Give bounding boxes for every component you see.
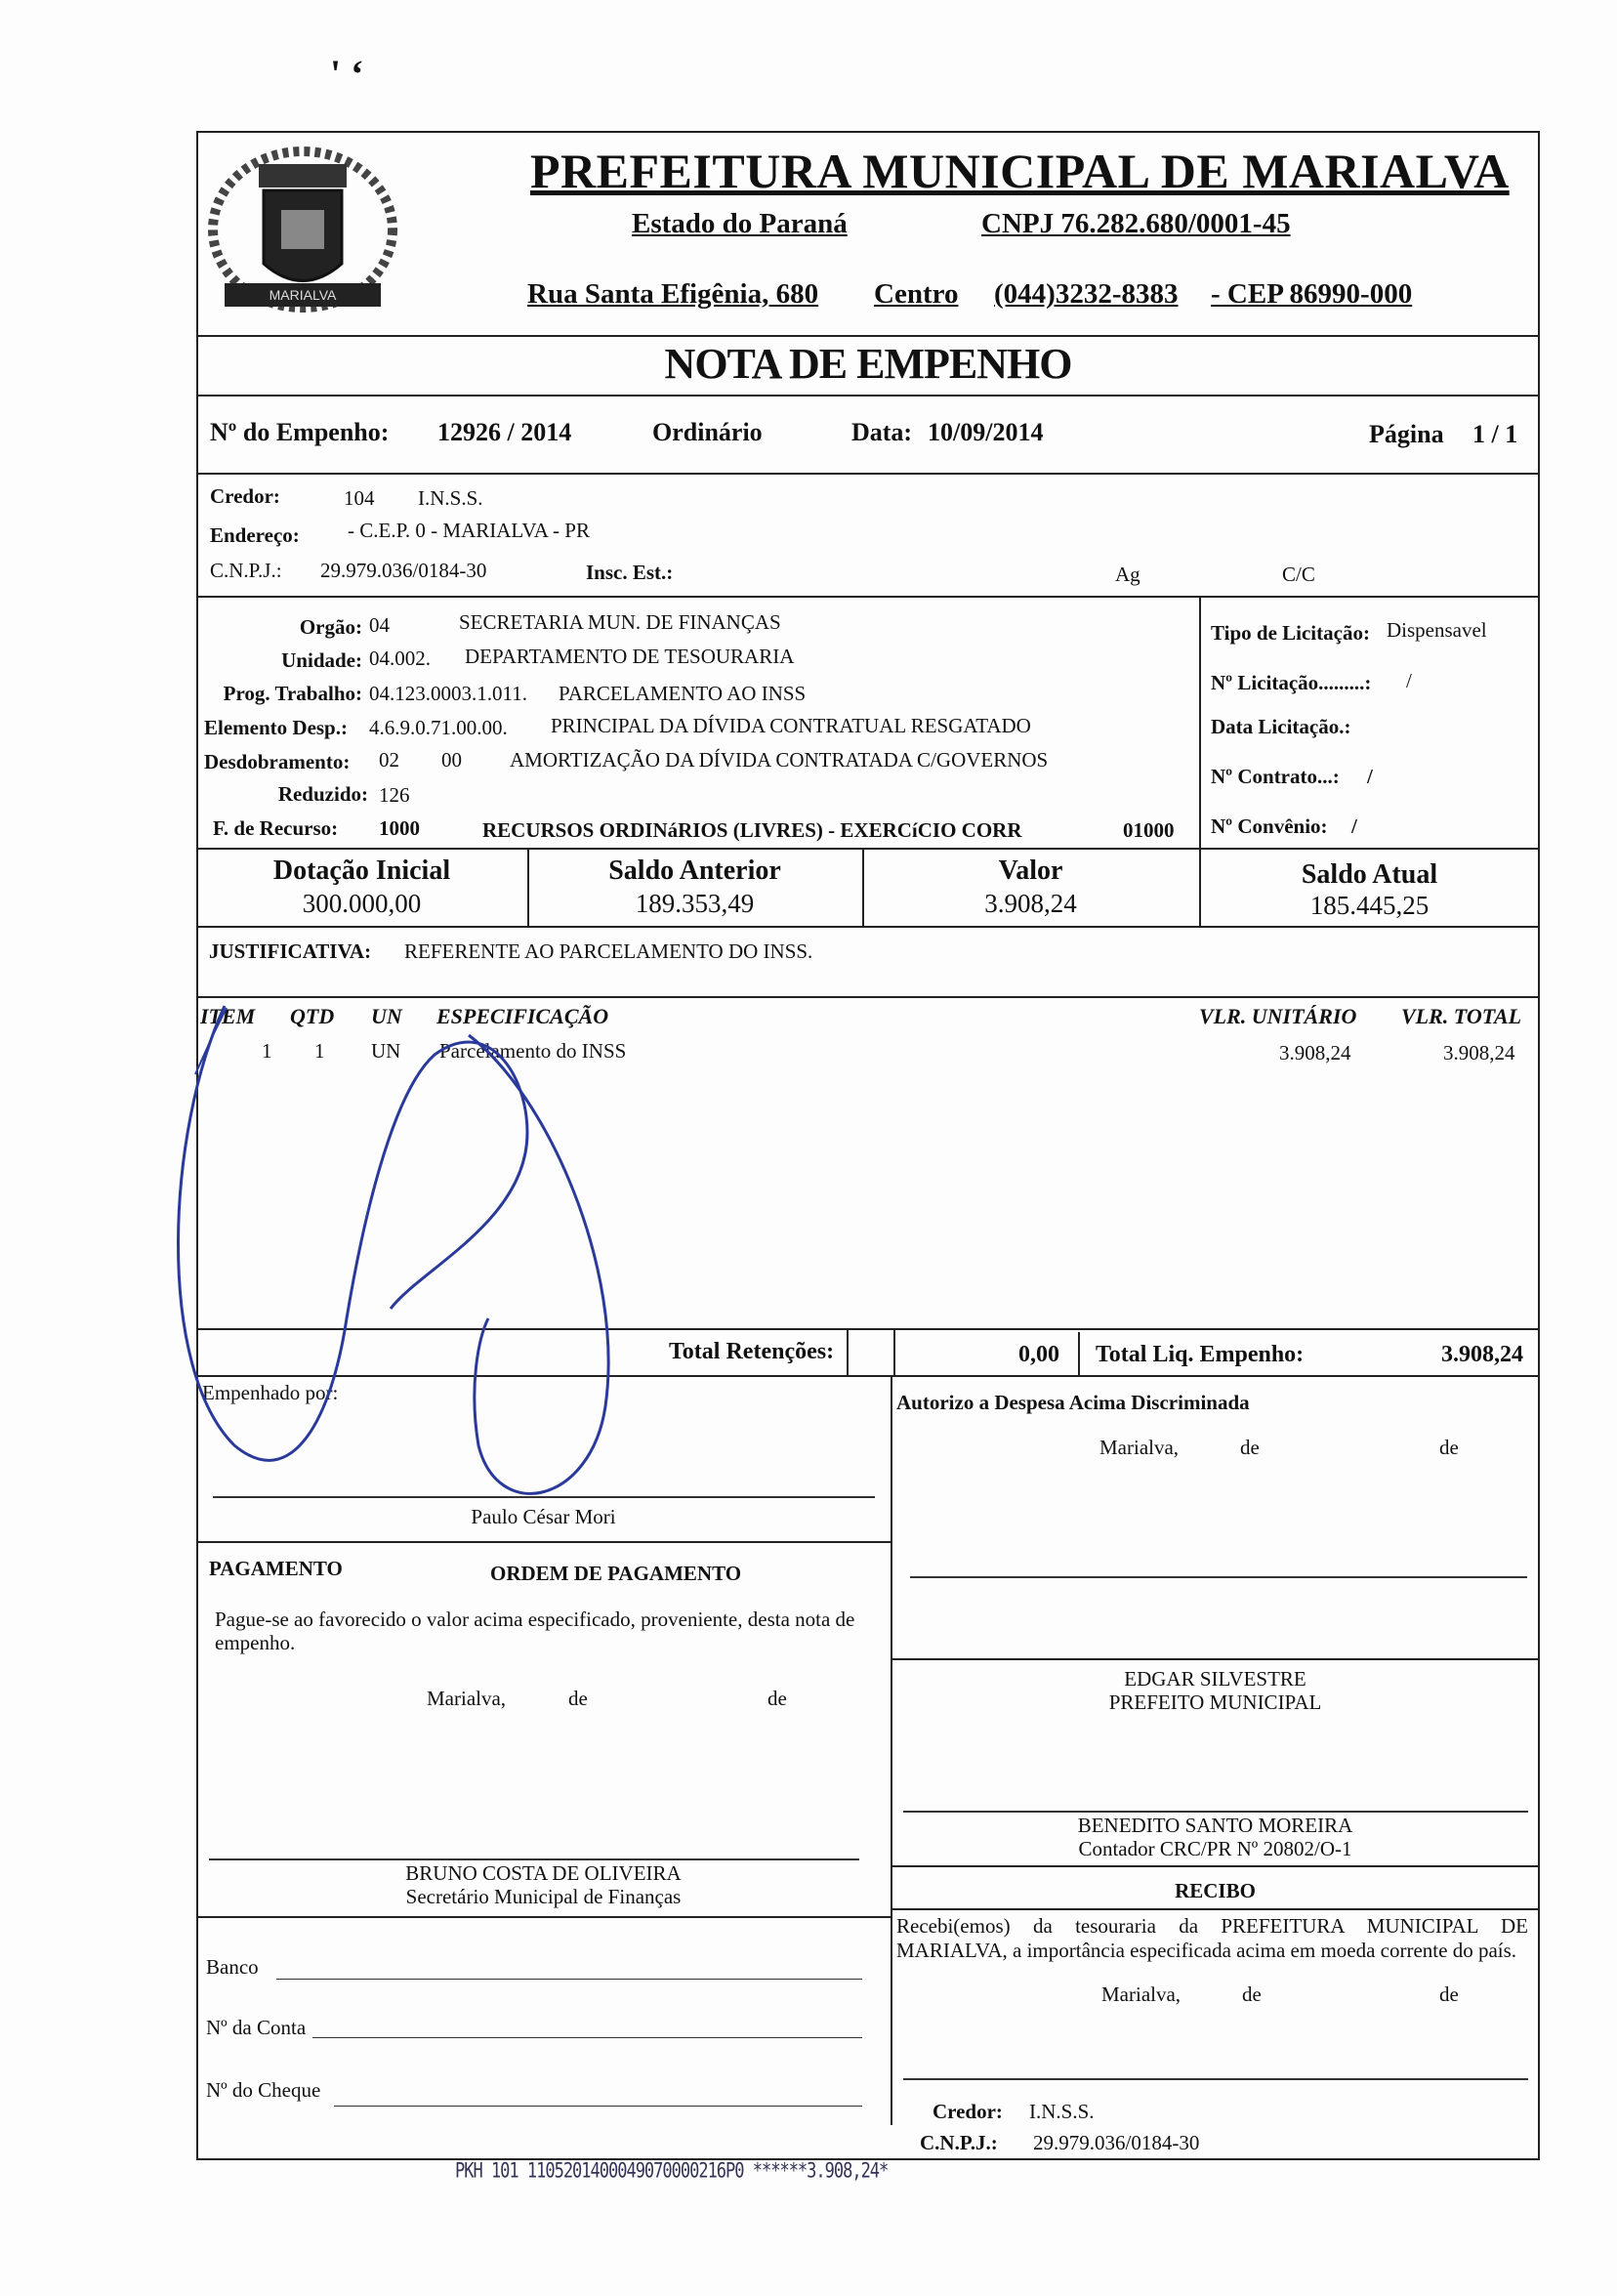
prefeito-role: PREFEITO MUNICIPAL — [1108, 1691, 1322, 1714]
total-liq-label: Total Liq. Empenho: — [1096, 1342, 1305, 1367]
col-header-qtd: QTD — [290, 1004, 335, 1028]
saldo-atual-label: Saldo Atual — [1301, 859, 1438, 890]
recibo-text: Recebi(emos) da tesouraria da PREFEITURA MUNICIPAL DE MARIALVA, a importância especificada acima em moeda corrente do país. — [896, 1914, 1528, 1962]
total-retencoes-label: Total Retenções: — [669, 1339, 835, 1364]
saldo-atual-value: 185.445,25 — [1309, 891, 1430, 920]
page-label: Página — [1369, 420, 1444, 448]
elemento-code: 4.6.9.0.71.00.00. — [369, 716, 508, 739]
convenio-label: Nº Convênio: — [1211, 814, 1328, 838]
contrato-value: / — [1367, 765, 1373, 788]
row-qtd: 1 — [314, 1039, 325, 1063]
page-number: 1 / 1 — [1472, 420, 1518, 448]
orgao-code: 04 — [369, 613, 390, 637]
valor-value: 3.908,24 — [984, 889, 1077, 918]
empenho-number: 12926 / 2014 — [437, 418, 572, 446]
recurso-code: 1000 — [379, 816, 420, 840]
justificativa-text: REFERENTE AO PARCELAMENTO DO INSS. — [404, 939, 813, 963]
row-un: UN — [371, 1039, 401, 1063]
row-vlr-total: 3.908,24 — [1443, 1041, 1515, 1065]
elemento-label: Elemento Desp.: — [204, 716, 348, 739]
credor-name: I.N.S.S. — [418, 486, 483, 510]
recibo-city: Marialva, — [1101, 1983, 1182, 2006]
desdobramento-name: AMORTIZAÇÃO DA DÍVIDA CONTRATADA C/GOVERNOS — [510, 748, 1049, 772]
header-title: PREFEITURA MUNICIPAL DE MARIALVA — [530, 144, 1510, 198]
data-licitacao-label: Data Licitação.: — [1211, 715, 1351, 738]
reduzido-label: Reduzido: — [277, 782, 368, 806]
empenhado-label: Empenhado por: — [202, 1381, 339, 1404]
recibo-cnpj-label: C.N.P.J.: — [920, 2131, 998, 2154]
row-item: 1 — [262, 1039, 272, 1063]
empenho-number-label: Nº do Empenho: — [210, 418, 390, 446]
total-retencoes-value: 0,00 — [1018, 1342, 1059, 1367]
orgao-name: SECRETARIA MUN. DE FINANÇAS — [459, 610, 781, 634]
header-district: Centro — [874, 278, 959, 310]
cnpj-value: 29.979.036/0184-30 — [320, 559, 487, 582]
unidade-label: Unidade: — [281, 648, 362, 672]
convenio-value: / — [1351, 814, 1357, 838]
header-cep: - CEP 86990-000 — [1211, 278, 1413, 310]
tipo-licitacao-value: Dispensavel — [1387, 618, 1487, 642]
banco-label: Banco — [206, 1955, 259, 1979]
recibo-de2: de — [1439, 1983, 1459, 2006]
saldo-anterior-label: Saldo Anterior — [608, 856, 781, 886]
col-header-vlr-total: VLR. TOTAL — [1401, 1004, 1522, 1028]
empenho-date: 10/09/2014 — [928, 418, 1044, 446]
tipo-licitacao-label: Tipo de Licitação: — [1211, 621, 1370, 645]
empenho-date-label: Data: — [851, 418, 913, 446]
conta-label: Nº da Conta — [206, 2016, 307, 2039]
recibo-label: RECIBO — [1175, 1879, 1256, 1902]
autorizo-de1: de — [1240, 1436, 1260, 1459]
col-header-item: ITEM — [200, 1004, 256, 1028]
orgao-label: Orgão: — [299, 615, 362, 639]
recurso-name: RECURSOS ORDINáRIOS (LIVRES) - EXERCíCIO CORR — [482, 818, 1022, 842]
recibo-credor-value: I.N.S.S. — [1029, 2100, 1095, 2123]
cheque-label: Nº do Cheque — [206, 2078, 321, 2102]
address-value: - C.E.P. 0 - MARIALVA - PR — [348, 519, 590, 542]
pagamento-city: Marialva, — [427, 1687, 507, 1710]
footer-code: PKH 101 1105201400049070000216P0 ******3.908,24* — [455, 2158, 889, 2184]
unidade-code: 04.002. — [369, 647, 431, 670]
recibo-de1: de — [1242, 1983, 1262, 2006]
scan-marks: ' ‘ — [330, 52, 364, 96]
reduzido-value: 126 — [379, 783, 410, 807]
row-especificacao: Parcelamento do INSS — [439, 1039, 627, 1063]
autorizo-de2: de — [1439, 1436, 1459, 1459]
prog-label: Prog. Trabalho: — [223, 682, 362, 705]
recibo-cnpj-value: 29.979.036/0184-30 — [1033, 2131, 1200, 2154]
desdobramento-code1: 02 — [379, 748, 399, 772]
secretario-role: Secretário Municipal de Finanças — [405, 1885, 682, 1908]
header-state: Estado do Paraná — [632, 208, 848, 239]
licitacao-number-label: Nº Licitação.........: — [1211, 671, 1372, 694]
recurso-code2: 01000 — [1123, 818, 1175, 842]
doc-title: NOTA DE EMPENHO — [664, 340, 1072, 388]
col-header-un: UN — [371, 1004, 402, 1028]
contador-role: Contador CRC/PR Nº 20802/O-1 — [1078, 1837, 1352, 1860]
autorizo-label: Autorizo a Despesa Acima Discriminada — [896, 1391, 1250, 1414]
header-cnpj: CNPJ 76.282.680/0001-45 — [981, 208, 1291, 239]
contrato-label: Nº Contrato...: — [1211, 765, 1340, 788]
empenho-type: Ordinário — [652, 418, 763, 446]
header-phone: (044)3232-8383 — [994, 278, 1179, 310]
dotacao-inicial-label: Dotação Inicial — [272, 856, 451, 886]
pagamento-de1: de — [568, 1687, 588, 1710]
desdobramento-label: Desdobramento: — [204, 750, 351, 773]
recibo-credor-label: Credor: — [933, 2100, 1003, 2123]
prog-name: PARCELAMENTO AO INSS — [559, 682, 807, 705]
col-header-vlr-unitario: VLR. UNITÁRIO — [1199, 1004, 1357, 1028]
pagamento-label: PAGAMENTO — [209, 1557, 343, 1580]
credor-label: Credor: — [210, 484, 280, 508]
cnpj-label: C.N.P.J.: — [210, 559, 282, 582]
ordem-pagamento-label: ORDEM DE PAGAMENTO — [490, 1562, 742, 1585]
seal-ribbon-text: MARIALVA — [269, 287, 337, 303]
ag-label: Ag — [1115, 563, 1140, 586]
address-label: Endereço: — [210, 523, 300, 547]
valor-label: Valor — [998, 856, 1063, 886]
dotacao-inicial-value: 300.000,00 — [302, 889, 422, 918]
licitacao-number-value: / — [1406, 669, 1412, 692]
pagamento-de2: de — [767, 1687, 787, 1710]
saldo-anterior-value: 189.353,49 — [635, 889, 755, 918]
prog-code: 04.123.0003.1.011. — [369, 682, 527, 705]
total-liq-value: 3.908,24 — [1441, 1342, 1523, 1367]
header-street: Rua Santa Efigênia, 680 — [527, 278, 819, 310]
empenhado-name: Paulo César Mori — [471, 1505, 616, 1528]
desdobramento-code2: 00 — [441, 748, 462, 772]
autorizo-city: Marialva, — [1099, 1436, 1180, 1459]
contador-name: BENEDITO SANTO MOREIRA — [1077, 1814, 1353, 1837]
secretario-name: BRUNO COSTA DE OLIVEIRA — [405, 1861, 682, 1885]
unidade-name: DEPARTAMENTO DE TESOURARIA — [465, 645, 795, 668]
elemento-name: PRINCIPAL DA DÍVIDA CONTRATUAL RESGATADO — [551, 714, 1031, 737]
justificativa-label: JUSTIFICATIVA: — [209, 939, 372, 963]
prefeito-name: EDGAR SILVESTRE — [1124, 1667, 1306, 1691]
recurso-label: F. de Recurso: — [213, 816, 339, 840]
cc-label: C/C — [1282, 563, 1315, 586]
insc-est-label: Insc. Est.: — [586, 561, 674, 584]
row-vlr-unitario: 3.908,24 — [1279, 1041, 1351, 1065]
pagamento-text: Pague-se ao favorecido o valor acima especificado, proveniente, desta nota de empenho. — [215, 1607, 855, 1654]
credor-code: 104 — [344, 486, 375, 510]
col-header-especificacao: ESPECIFICAÇÃO — [436, 1004, 609, 1028]
